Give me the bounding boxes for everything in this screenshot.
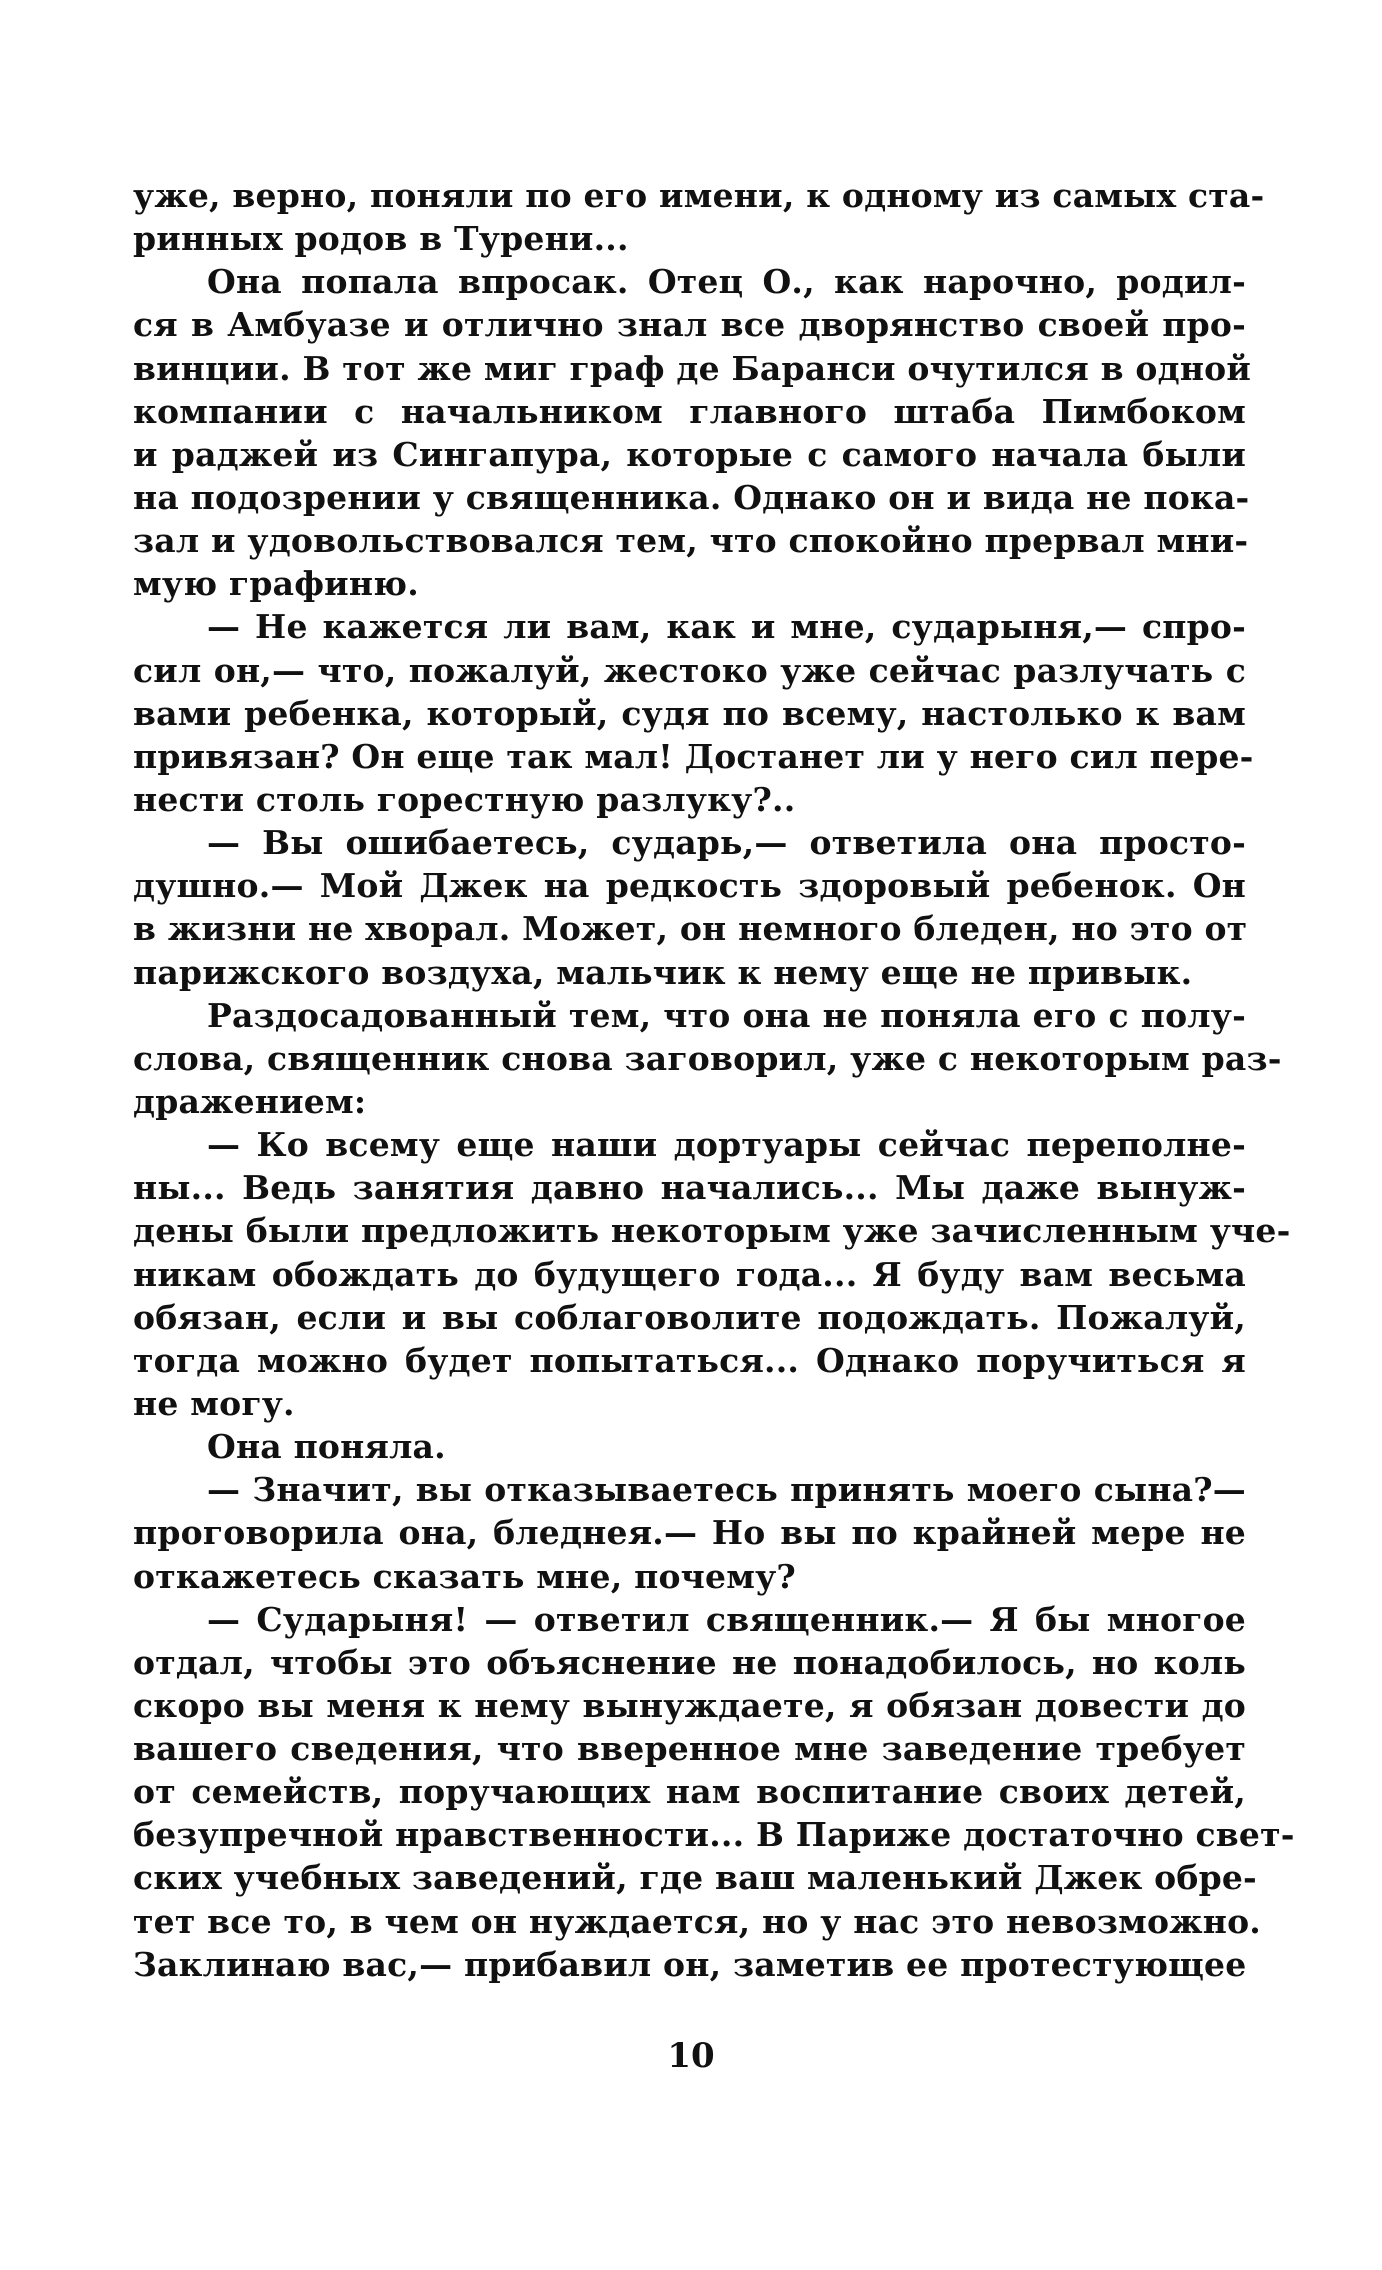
text-line: тогда можно будет попытаться... Однако поручиться я bbox=[133, 1340, 1246, 1380]
body-text bbox=[133, 174, 1295, 1986]
text-line: обязан, если и вы соблаговолите подождать. Пожалуй, bbox=[133, 1297, 1246, 1337]
text-line: вашего сведения, что вверенное мне заведение требует bbox=[133, 1729, 1246, 1769]
text-line: безупречной нравственности... В Париже достаточно свет- bbox=[133, 1815, 1295, 1855]
text-line: ны... Ведь занятия давно начались... Мы даже вынуж- bbox=[133, 1168, 1246, 1208]
text-line: уже, верно, поняли по его имени, к одному из самых ста- bbox=[133, 176, 1265, 215]
text-line: Заклинаю вас,— прибавил он, заметив ее протестующее bbox=[133, 1944, 1247, 1984]
text-line: Раздосадованный тем, что она не поняла его с полу- bbox=[207, 995, 1246, 1035]
text-line: дены были предложить некоторым уже зачисленным уче- bbox=[133, 1211, 1291, 1251]
text-line: Она попала впросак. Отец О., как нарочно, родил- bbox=[207, 262, 1246, 302]
text-line: на подозрении у священника. Однако он и вида не пока- bbox=[133, 477, 1250, 517]
text-line: — Ко всему еще наши дортуары сейчас переполне- bbox=[207, 1125, 1246, 1165]
text-line: проговорила она, бледнея.— Но вы по крайней мере не bbox=[133, 1513, 1246, 1553]
text-line: вами ребенка, который, судя по всему, настолько к вам bbox=[133, 693, 1246, 733]
text-line: никам обождать до будущего года... Я буду вам весьма bbox=[133, 1254, 1246, 1294]
text-line: слова, священник снова заговорил, уже с некоторым раз- bbox=[133, 1038, 1282, 1078]
text-line: нести столь горестную разлуку?.. bbox=[133, 779, 796, 819]
text-line: откажетесь сказать мне, почему? bbox=[133, 1556, 796, 1596]
text-line: мую графиню. bbox=[133, 564, 419, 604]
text-line: отдал, чтобы это объяснение не понадобилось, но коль bbox=[133, 1642, 1246, 1682]
text-line: не могу. bbox=[133, 1383, 295, 1423]
text-line: от семейств, поручающих нам воспитание своих детей, bbox=[133, 1772, 1246, 1812]
text-line: ся в Амбуазе и отлично знал все дворянство своей про- bbox=[133, 305, 1246, 345]
text-line: скоро вы меня к нему вынуждаете, я обязан довести до bbox=[133, 1685, 1246, 1725]
text-line: сил он,— что, пожалуй, жестоко уже сейчас разлучать с bbox=[133, 650, 1246, 690]
text-line: ринных родов в Турени... bbox=[133, 219, 629, 259]
text-line: и раджей из Сингапура, которые с самого начала были bbox=[133, 434, 1246, 474]
text-line: тет все то, в чем он нуждается, но у нас это невозможно. bbox=[133, 1901, 1261, 1941]
text-line: — Не кажется ли вам, как и мне, сударыня,— спро- bbox=[207, 607, 1246, 647]
text-line: ских учебных заведений, где ваш маленький Джек обре- bbox=[133, 1858, 1257, 1898]
text-line: Она поняла. bbox=[207, 1427, 446, 1467]
text-line: — Вы ошибаетесь, сударь,— ответила она просто- bbox=[207, 823, 1246, 863]
text-line: душно.— Мой Джек на редкость здоровый ребенок. Он bbox=[133, 866, 1246, 906]
text-line: привязан? Он еще так мал! Достанет ли у него сил пере- bbox=[133, 736, 1254, 776]
text-line: в жизни не хворал. Может, он немного бледен, но это от bbox=[133, 909, 1248, 949]
text-line: дражением: bbox=[133, 1081, 367, 1121]
text-line: парижского воздуха, мальчик к нему еще не привык. bbox=[133, 952, 1193, 992]
text-line: винции. В тот же миг граф де Баранси очутился в одной bbox=[133, 348, 1252, 388]
text-line: компании с начальником главного штаба Пимбоком bbox=[133, 391, 1246, 431]
text-line: — Значит, вы отказываетесь принять моего сына?— bbox=[207, 1470, 1246, 1510]
text-line: зал и удовольствовался тем, что спокойно прервал мни- bbox=[133, 521, 1249, 561]
page-number: 10 bbox=[667, 2036, 715, 2076]
text-line: — Сударыня! — ответил священник.— Я бы многое bbox=[207, 1599, 1246, 1639]
